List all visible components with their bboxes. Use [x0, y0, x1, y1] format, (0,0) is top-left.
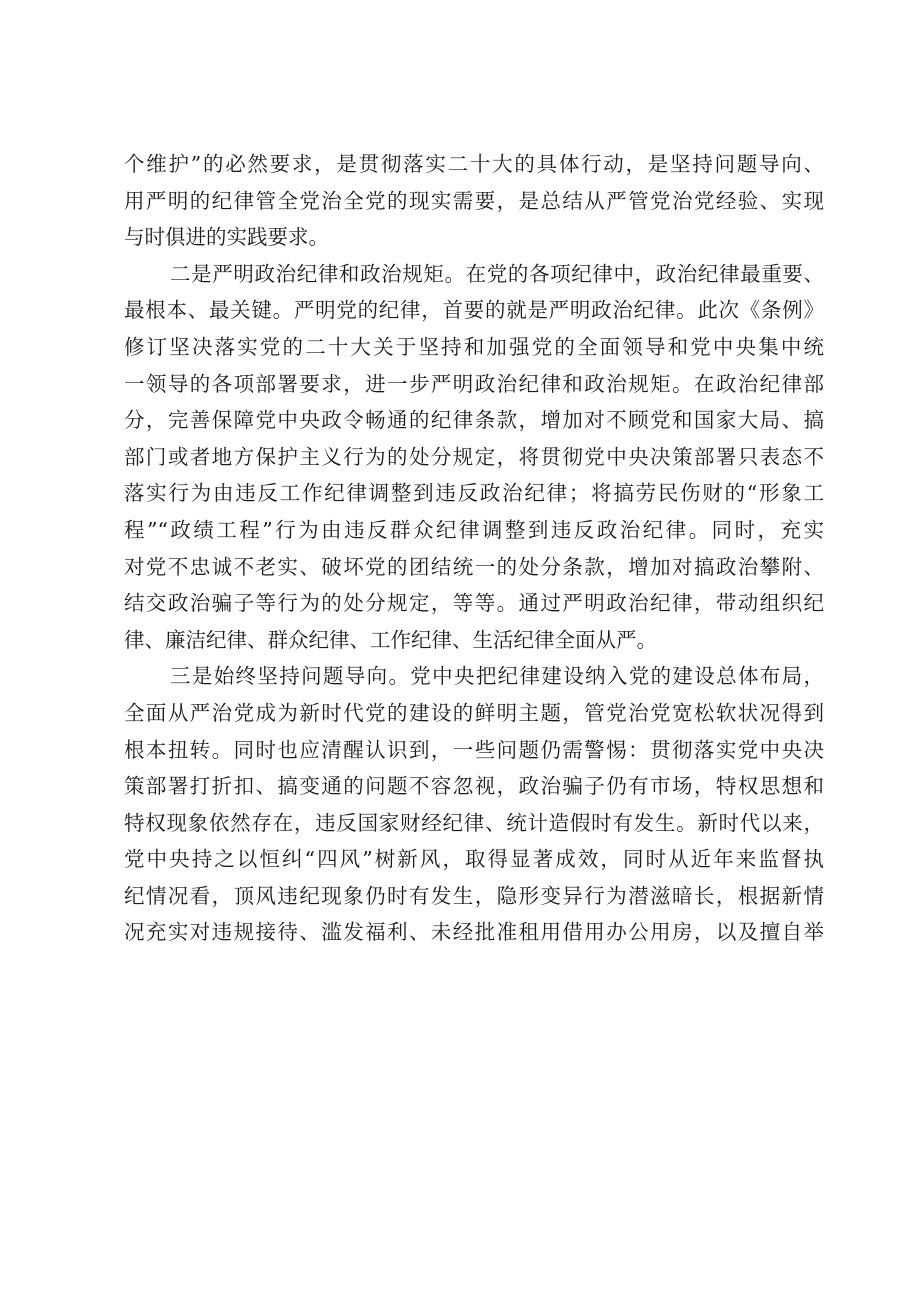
text-line: 况充实对违规接待、滥发福利、未经批准租用借用办公用房，以及擅自举: [124, 920, 824, 945]
text-line: 程”“政绩工程”行为由违反群众纪律调整到违反政治纪律。同时，充实: [124, 517, 824, 542]
text-line: 一领导的各项部署要求，进一步严明政治纪律和政治规矩。在政治纪律部: [124, 371, 824, 396]
text-line: 三是始终坚持问题导向。党中央把纪律建设纳入党的建设总体布局，: [170, 664, 824, 689]
text-line: 策部署打折扣、搞变通的问题不容忽视，政治骗子仍有市场，特权思想和: [124, 774, 824, 799]
text-line: 分，完善保障党中央政令畅通的纪律条款，增加对不顾党和国家大局、搞: [124, 408, 824, 433]
paragraph-3: [124, 658, 824, 951]
text-line: 与时俱进的实践要求。: [124, 225, 329, 250]
document-body: [124, 146, 824, 951]
text-line: 最根本、最关键。严明党的纪律，首要的就是严明政治纪律。此次《条例》: [124, 298, 824, 323]
paragraph-1: [124, 146, 824, 256]
text-line: 个维护”的必然要求，是贯彻落实二十大的具体行动，是坚持问题导向、: [124, 152, 824, 176]
text-line: 修订坚决落实党的二十大关于坚持和加强党的全面领导和党中央集中统: [124, 334, 824, 359]
text-line: 全面从严治党成为新时代党的建设的鲜明主题，管党治党宽松软状况得到: [124, 700, 824, 725]
text-line: 落实行为由违反工作纪律调整到违反政治纪律；将搞劳民伤财的“形象工: [124, 481, 824, 506]
text-line: 部门或者地方保护主义行为的处分规定，将贯彻党中央决策部署只表态不: [124, 444, 824, 469]
text-line: 二是严明政治纪律和政治规矩。在党的各项纪律中，政治纪律最重要、: [170, 261, 824, 286]
text-line: 纪情况看，顶风违纪现象仍时有发生，隐形变异行为潜滋暗长，根据新情: [124, 883, 824, 908]
text-line: 特权现象依然存在，违反国家财经纪律、统计造假时有发生。新时代以来，: [124, 810, 824, 835]
text-line: 党中央持之以恒纠“四风”树新风，取得显著成效，同时从近年来监督执: [124, 847, 824, 872]
text-line: 用严明的纪律管全党治全党的现实需要，是总结从严管党治党经验、实现: [124, 188, 824, 213]
text-line: 对党不忠诚不老实、破坏党的团结统一的处分条款，增加对搞政治攀附、: [124, 554, 824, 579]
text-line: 律、廉洁纪律、群众纪律、工作纪律、生活纪律全面从严。: [124, 627, 657, 652]
text-line: 结交政治骗子等行为的处分规定，等等。通过严明政治纪律，带动组织纪: [124, 591, 824, 616]
text-line: 根本扭转。同时也应清醒认识到，一些问题仍需警惕：贯彻落实党中央决: [124, 737, 824, 762]
paragraph-2: [124, 256, 824, 659]
